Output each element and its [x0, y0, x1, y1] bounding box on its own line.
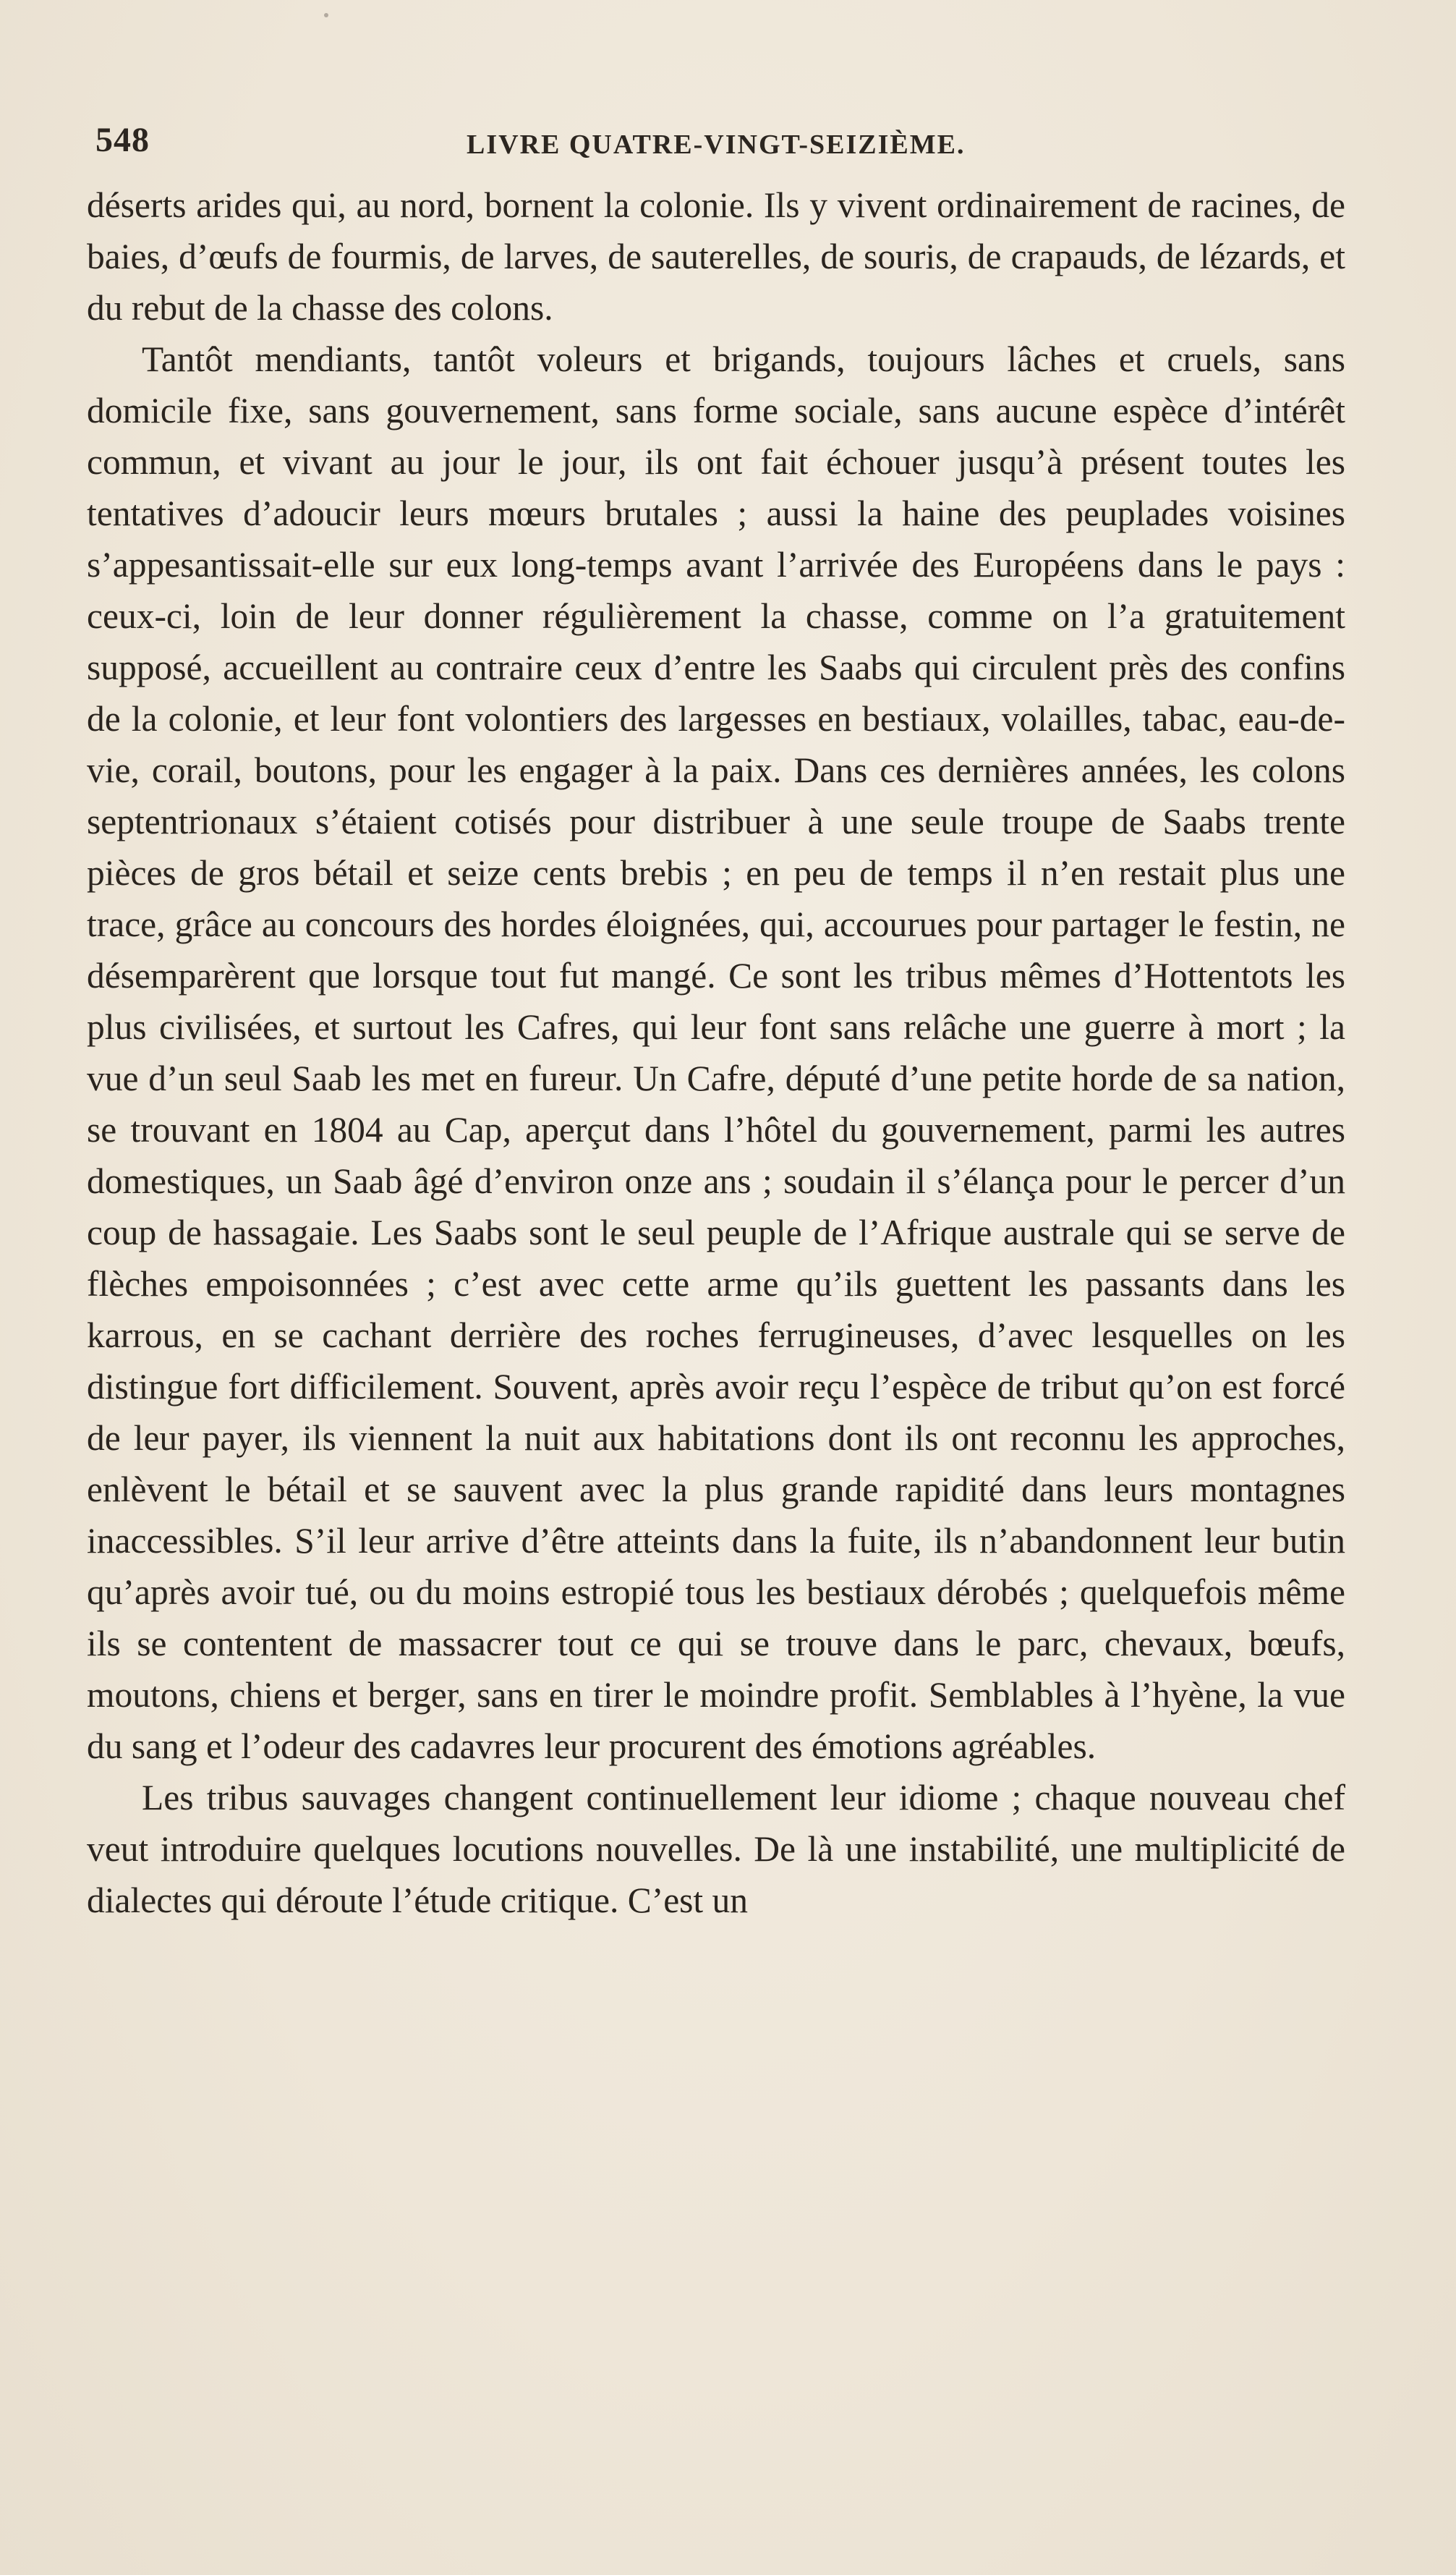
paragraph: Les tribus sauvages changent continuellement leur idiome ; chaque nouveau chef veut introduire quelques locutions nouvelles. De là une instabilité, une multiplicité de dialectes qui déroute l’étude critique. C’est un	[87, 1778, 1345, 1920]
running-title: LIVRE QUATRE-VINGT-SEIZIÈME.	[467, 130, 966, 160]
paragraph-continued: déserts arides qui, au nord, bornent la colonie. Ils y vivent ordinairement de racines, de baies, d’œufs de fourmis, de larves, de sauterelles, de souris, de crapauds, de lézards, et du rebut de la chasse des colons.	[87, 185, 1345, 328]
page-number: 548	[95, 121, 150, 159]
page-header	[94, 116, 1316, 166]
paragraph: Tantôt mendiants, tantôt voleurs et brigands, toujours lâches et cruels, sans domicile fixe, sans gouvernement, sans forme sociale, sans aucune espèce d’intérêt commun, et vivant au jour le jour, ils ont fait échouer jusqu’à présent toutes les tentatives d’adoucir leurs mœurs brutales ; aussi la haine des peuplades voisines s’appesantissait-elle sur eux long-temps avant l’arrivée des Européens dans le pays : ceux-ci, loin de leur donner régulièrement la chasse, comme on l’a gratuitement supposé, accueillent au contraire ceux d’entre les Saabs qui circulent près des confins de la colonie, et leur font volontiers des largesses en bestiaux, volailles, tabac, eau-de-vie, corail, boutons, pour les engager à la paix. Dans ces dernières années, les colons septentrionaux s’étaient cotisés pour distribuer à une seule troupe de Saabs trente pièces de gros bétail et seize cents brebis ; en peu de temps il n’en restait plus une trace, grâce au concours des hordes éloignées, qui, accourues pour partager le festin, ne désemparèrent que lorsque tout fut mangé. Ce sont les tribus mêmes d’Hottentots les plus civilisées, et surtout les Cafres, qui leur font sans relâche une guerre à mort ; la vue d’un seul Saab les met en fureur. Un Cafre, député d’une petite horde de sa nation, se trouvant en 1804 au Cap, aperçut dans l’hôtel du gouvernement, parmi les autres domestiques, un Saab âgé d’environ onze ans ; soudain il s’élança pour le percer d’un coup de hassagaie. Les Saabs sont le seul peuple de l’Afrique australe qui se serve de flèches empoisonnées ; c’est avec cette arme qu’ils guettent les passants dans les karrous, en se cachant derrière des roches ferrugineuses, d’avec lesquelles on les distingue fort difficilement. Souvent, après avoir reçu l’espèce de tribut qu’on est forcé de leur payer, ils viennent la nuit aux habitations dont ils ont reconnu les approches, enlèvent le bétail et se sauvent avec la plus grande rapidité dans leurs montagnes inaccessibles. S’il leur arrive d’être atteints dans la fuite, ils n’abandonnent leur butin qu’après avoir tué, ou du moins estropié tous les bestiaux dérobés ; quelquefois même ils se contentent de massacrer tout ce qui se trouve dans le parc, chevaux, bœufs, moutons, chiens et berger, sans en tirer le moindre profit. Semblables à l’hyène, la vue du sang et l’odeur des cadavres leur procurent des émotions agréables.	[87, 339, 1345, 1766]
paper-speck	[324, 13, 328, 17]
body-text	[87, 179, 1345, 1926]
